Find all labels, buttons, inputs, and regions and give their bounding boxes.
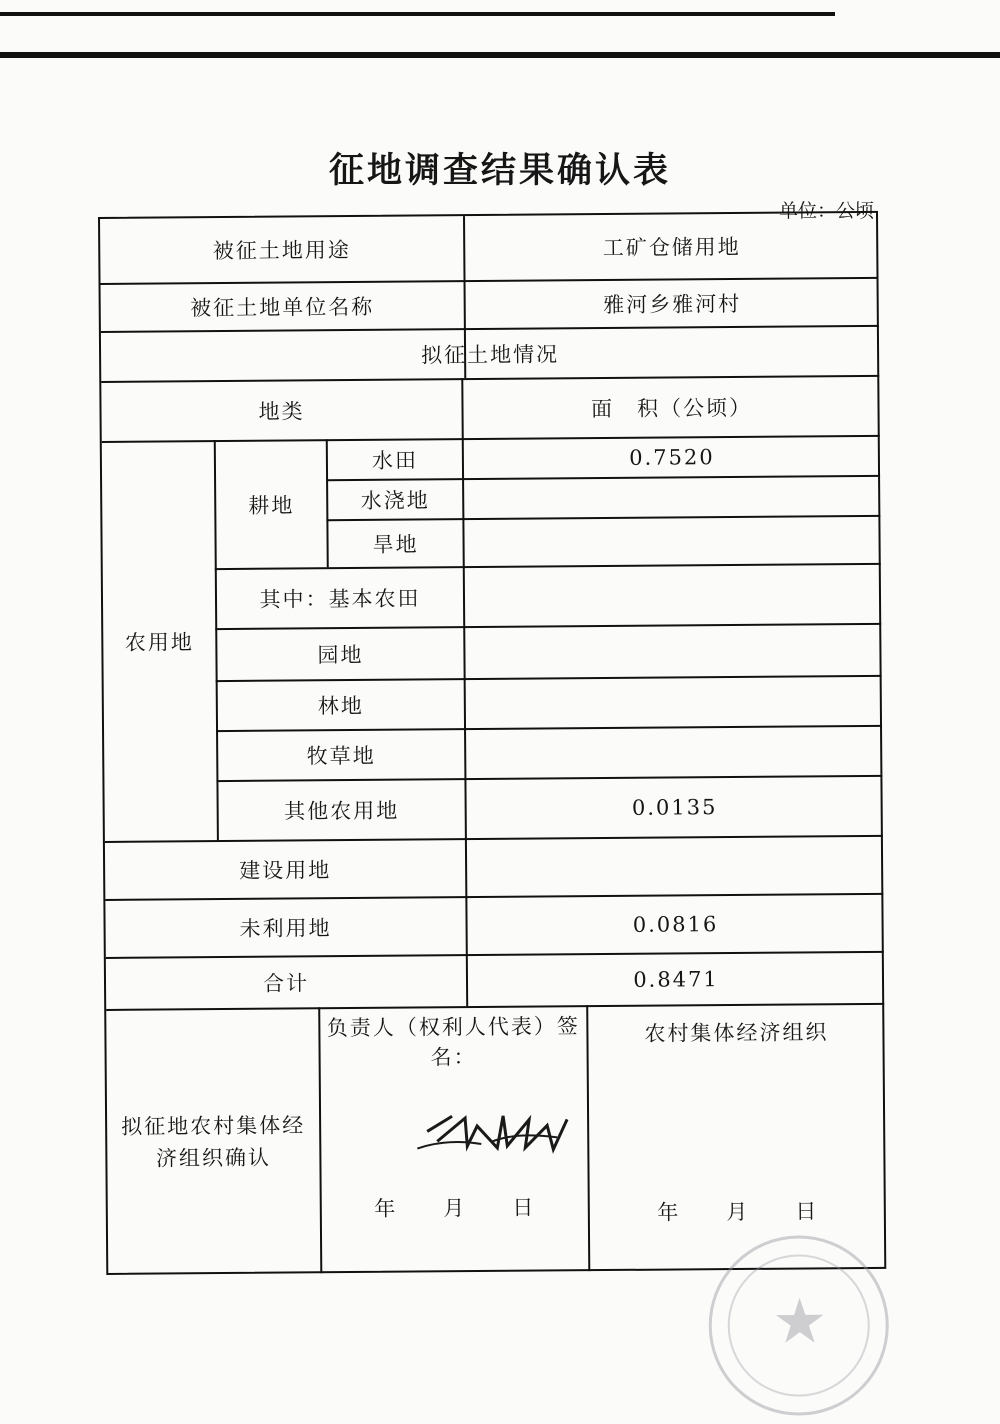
land-use-label: 被征土地用途 [212,238,351,264]
representative-date: 年 月 日 [374,1195,536,1221]
unit-name-label: 被征土地单位名称 [190,294,375,321]
scan-top-line-1 [0,12,835,16]
forest-value [466,677,882,728]
basic-farmland-label: 其中：基本农田 [259,586,421,612]
basic-farmland-value [465,565,881,626]
proposed-land-header: 拟征土地情况 [421,342,560,368]
garden-label: 园地 [317,642,364,668]
forest-label: 林地 [317,693,364,719]
garden-value [465,625,881,678]
unused-label: 未利用地 [239,916,332,941]
page-title: 征地调查结果确认表 [328,151,671,191]
unit-label: 单位：公顷 [778,200,874,222]
star-icon: ★ [771,1284,828,1358]
total-label: 合计 [262,971,310,996]
other-agri-value: 0.0135 [631,795,718,820]
dry-land-value [464,517,880,566]
unit-name-value: 雅河乡雅河村 [603,291,742,318]
grassland-value [466,727,882,778]
collective-org-date: 年 月 日 [657,1199,819,1225]
paddy-label: 水田 [371,448,419,473]
other-agri-label: 其他农用地 [284,798,400,824]
land-type-header: 地类 [258,399,305,424]
collective-org-label: 农村集体经济组织 [644,1020,829,1046]
construction-value [467,837,883,896]
area-header: 面 积（公顷） [590,395,753,422]
paddy-value: 0.7520 [629,445,715,470]
irrigated-label: 水浇地 [360,488,430,513]
agricultural-land-label: 农用地 [124,630,194,655]
confirmation-table [98,211,886,1358]
dry-land-label: 旱地 [372,532,419,557]
construction-label: 建设用地 [239,858,332,883]
unused-value: 0.0816 [632,912,719,937]
handwritten-signature [407,1085,588,1176]
irrigated-value [464,477,880,518]
land-use-value: 工矿仓储用地 [602,234,741,261]
cultivated-land-label: 耕地 [248,493,295,518]
official-seal [708,1235,889,1416]
confirmation-label: 拟征地农村集体经济组织确认 [121,1113,306,1171]
grassland-label: 牧草地 [306,743,376,769]
scan-top-line-2 [0,52,1000,58]
total-value: 0.8471 [633,967,719,992]
representative-label: 负责人（权利人代表）签名： [326,1014,580,1070]
